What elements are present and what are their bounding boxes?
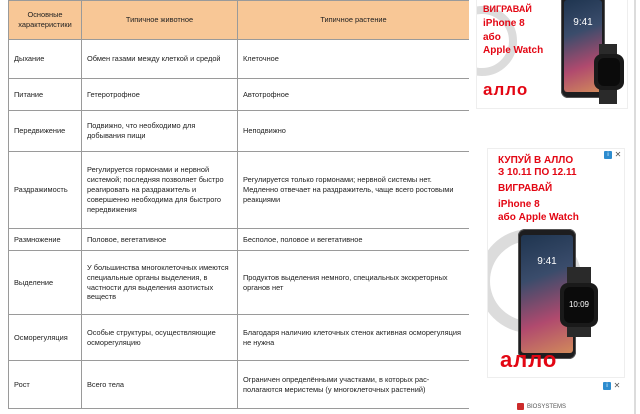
row-animal: Всего тела [82,361,238,409]
comparison-table-wrapper [8,0,469,414]
table-row [9,251,470,315]
ad-product: iPhone 8 [498,199,540,210]
table-row [9,152,470,229]
row-animal: Подвижно, что необходимо для добывания пищи [82,111,238,152]
close-icon[interactable]: ✕ [613,381,621,390]
biosystems-brand: BIOSYSTEMS [527,404,567,410]
biosystems-logo-icon [517,403,524,410]
adchoices-icon[interactable]: i [604,151,612,159]
phone-time: 9:41 [573,16,593,28]
row-animal: Половое, вегетативное [82,229,238,251]
adchoices-icon[interactable]: i [603,382,611,390]
ad-banner-top[interactable] [476,0,628,109]
header-characteristics: Основные характеристики [9,1,82,40]
table-row [9,229,470,251]
row-plant: Регулируется только гормонами; нервной системы нет. Медленно отвечает на раздражитель, чаще всего ростовыми реакциями [238,152,470,229]
header-plant: Типичное растение [238,1,470,40]
row-feature: Осморегуляция [9,315,82,361]
row-feature: Выделение [9,251,82,315]
watch-time: 10:09 [564,287,594,323]
table-header-row [9,1,470,40]
row-plant: Продуктов выделения немного, специальных экскреторных органов нет [238,251,470,315]
ad-headline: ВИГРАВАЙ [483,4,532,14]
row-animal: Обмен газами между клеткой и средой [82,40,238,79]
row-feature: Раздражимость [9,152,82,229]
table-row [9,111,470,152]
row-animal: У большинства многоклеточных имеются специальные органы выделения, в частности для выделения азотистых веществ [82,251,238,315]
row-plant: Ограничен определёнными участками, в которых располагаются меристемы (у многоклеточных растений) [238,361,470,409]
row-feature: Рост [9,361,82,409]
table-row [9,40,470,79]
row-feature: Размножение [9,229,82,251]
close-icon[interactable]: ✕ [614,150,622,159]
comparison-table [8,0,469,409]
row-plant: Бесполое, половое и вегетативное [238,229,470,251]
table-row [9,79,470,111]
row-plant: Клеточное [238,40,470,79]
ad-banner-bottom[interactable] [487,378,623,414]
allo-logo: алло [500,347,558,372]
ad-connector: або [483,32,501,43]
apple-watch-image [560,283,598,327]
ad-product: iPhone 8 [483,18,525,29]
ad-dates: З 10.11 ПО 12.11 [498,167,577,178]
row-plant: Благодаря наличию клеточных стенок активная осморегуляция не нужна [238,315,470,361]
row-feature: Дыхание [9,40,82,79]
ad-product-alt: Apple Watch [483,45,544,56]
header-animal: Типичное животное [82,1,238,40]
row-animal: Особые структуры, осуществляющие осморегуляцию [82,315,238,361]
ad-promo: КУПУЙ В АЛЛО [498,155,574,166]
table-row [9,315,470,361]
row-plant: Автотрофное [238,79,470,111]
allo-logo: алло [483,80,529,99]
row-feature: Передвижение [9,111,82,152]
phone-time: 9:41 [537,256,557,268]
row-animal: Регулируется гормонами и нервной системой; последняя позволяет быстро реагировать на раздражитель и совершенно необходима для быстрого передвижения [82,152,238,229]
row-feature: Питание [9,79,82,111]
row-plant: Неподвижно [238,111,470,152]
table-row [9,361,470,409]
ad-product-alt: або Apple Watch [498,212,579,223]
scrollbar[interactable] [634,0,636,414]
ad-headline: ВИГРАВАЙ [498,183,553,194]
row-animal: Гетеротрофное [82,79,238,111]
ad-banner-middle[interactable] [487,148,625,378]
apple-watch-image [594,54,624,90]
